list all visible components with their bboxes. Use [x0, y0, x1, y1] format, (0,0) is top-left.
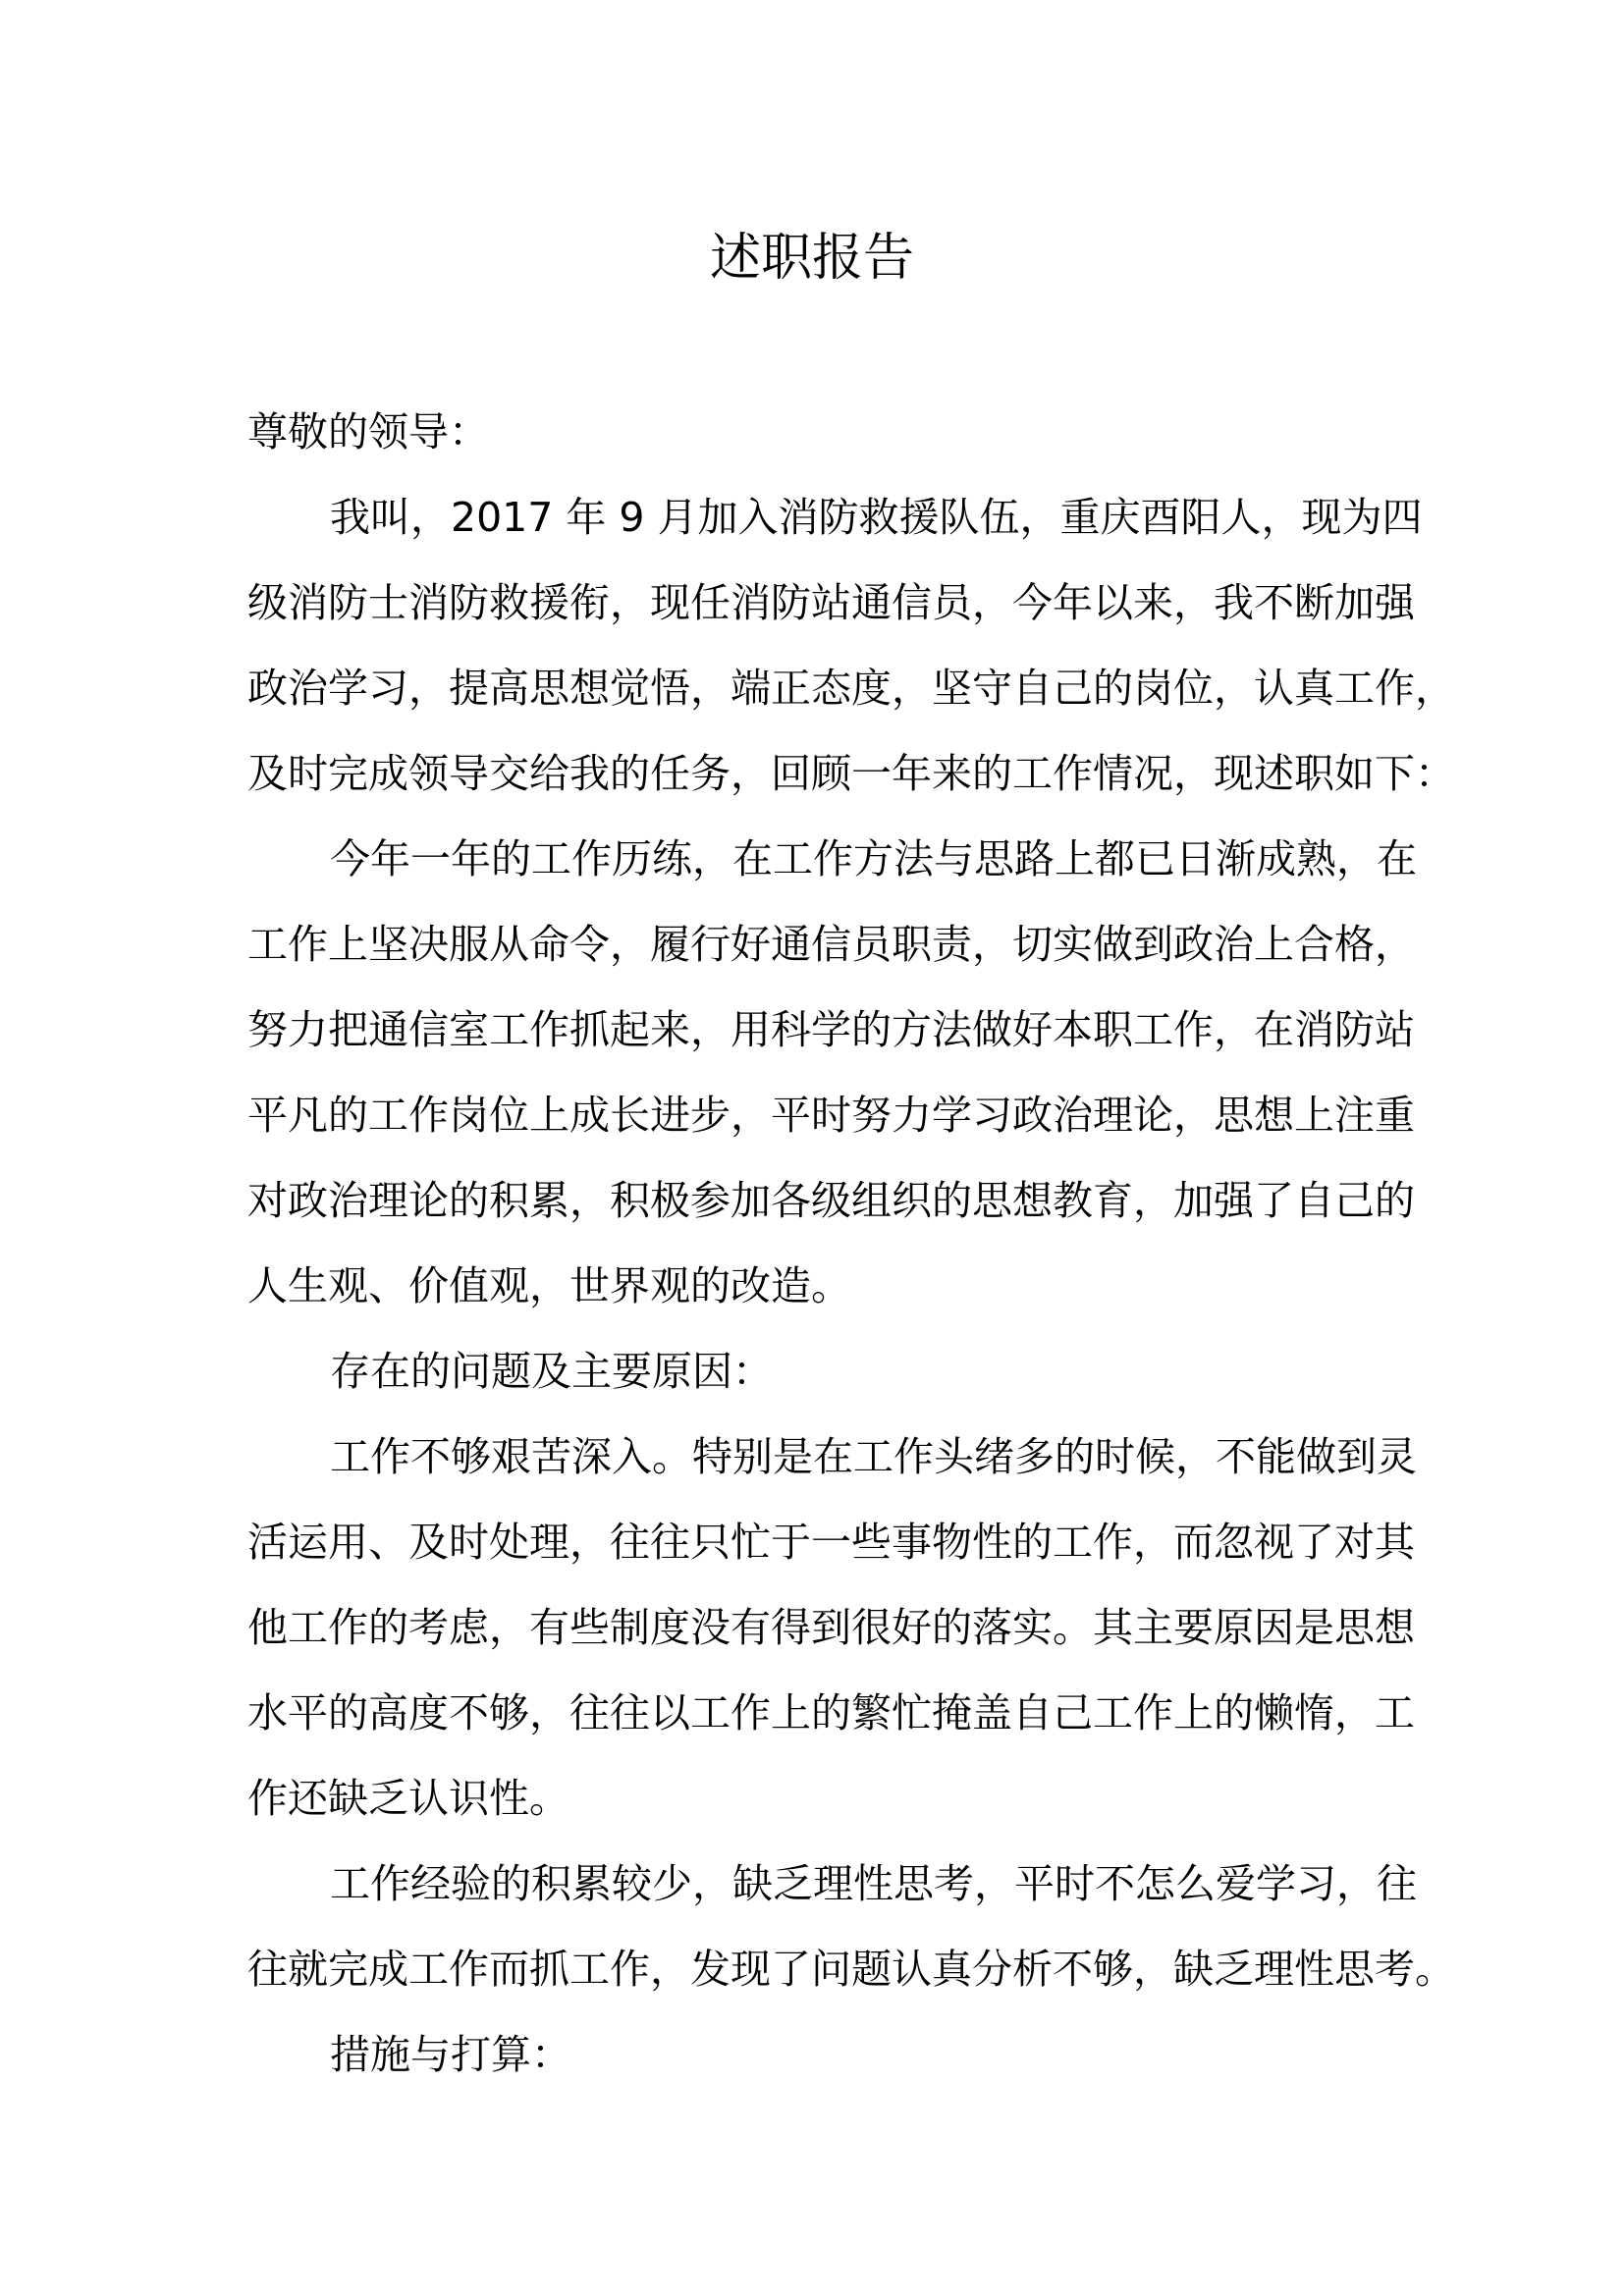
paragraph-line: 我叫，2017 年 9 月加入消防救援队伍，重庆酉阳人，现为四	[330, 494, 1423, 541]
document-title: 述职报告	[709, 229, 914, 288]
paragraph	[247, 1329, 1384, 1415]
paragraph-line: 活运用、及时处理，往往只忙于一些事物性的工作，而忽视了对其	[247, 1519, 1415, 1566]
paragraph-line: 存在的问题及主要原因：	[330, 1348, 773, 1395]
document-body	[247, 390, 1455, 2098]
paragraph-line: 他工作的考虑，有些制度没有得到很好的落实。其主要原因是思想	[247, 1604, 1415, 1651]
paragraph-line: 措施与打算：	[330, 2031, 571, 2078]
paragraph-line: 及时完成领导交给我的任务，回顾一年来的工作情况，现述职如下：	[247, 750, 1455, 797]
greeting: 尊敬的领导：	[247, 408, 489, 455]
paragraph-line: 级消防士消防救援衔，现任消防站通信员，今年以来，我不断加强	[247, 579, 1415, 626]
paragraph	[247, 475, 1455, 817]
paragraph-line: 往就完成工作而抓工作，发现了问题认真分析不够，缺乏理性思考。	[247, 1946, 1455, 1993]
paragraph	[247, 2012, 1384, 2098]
paragraph	[247, 1842, 1455, 2012]
paragraph	[247, 817, 1417, 1329]
paragraphs	[247, 475, 1455, 2098]
paragraph-line: 对政治理论的积累，积极参加各级组织的思想教育，加强了自己的	[247, 1177, 1415, 1224]
paragraph-line: 水平的高度不够，往往以工作上的繁忙掩盖自己工作上的懒惰，工	[247, 1689, 1415, 1736]
paragraph-line: 作还缺乏认识性。	[247, 1775, 569, 1822]
paragraph-line: 努力把通信室工作抓起来，用科学的方法做好本职工作，在消防站	[247, 1006, 1415, 1053]
paragraph-line: 工作经验的积累较少，缺乏理性思考，平时不怎么爱学习，往	[330, 1860, 1417, 1907]
paragraph-line: 人生观、价值观，世界观的改造。	[247, 1262, 851, 1309]
paragraph-line: 今年一年的工作历练，在工作方法与思路上都已日渐成熟，在	[330, 835, 1417, 882]
paragraph	[247, 1415, 1417, 1842]
paragraph-line: 工作不够艰苦深入。特别是在工作头绪多的时候，不能做到灵	[330, 1433, 1417, 1480]
paragraph-line: 平凡的工作岗位上成长进步，平时努力学习政治理论，思想上注重	[247, 1092, 1415, 1139]
paragraph-line: 工作上坚决服从命令，履行好通信员职责，切实做到政治上合格，	[247, 921, 1415, 968]
paragraph-line: 政治学习，提高思想觉悟，端正态度，坚守自己的岗位，认真工作，	[247, 665, 1455, 712]
